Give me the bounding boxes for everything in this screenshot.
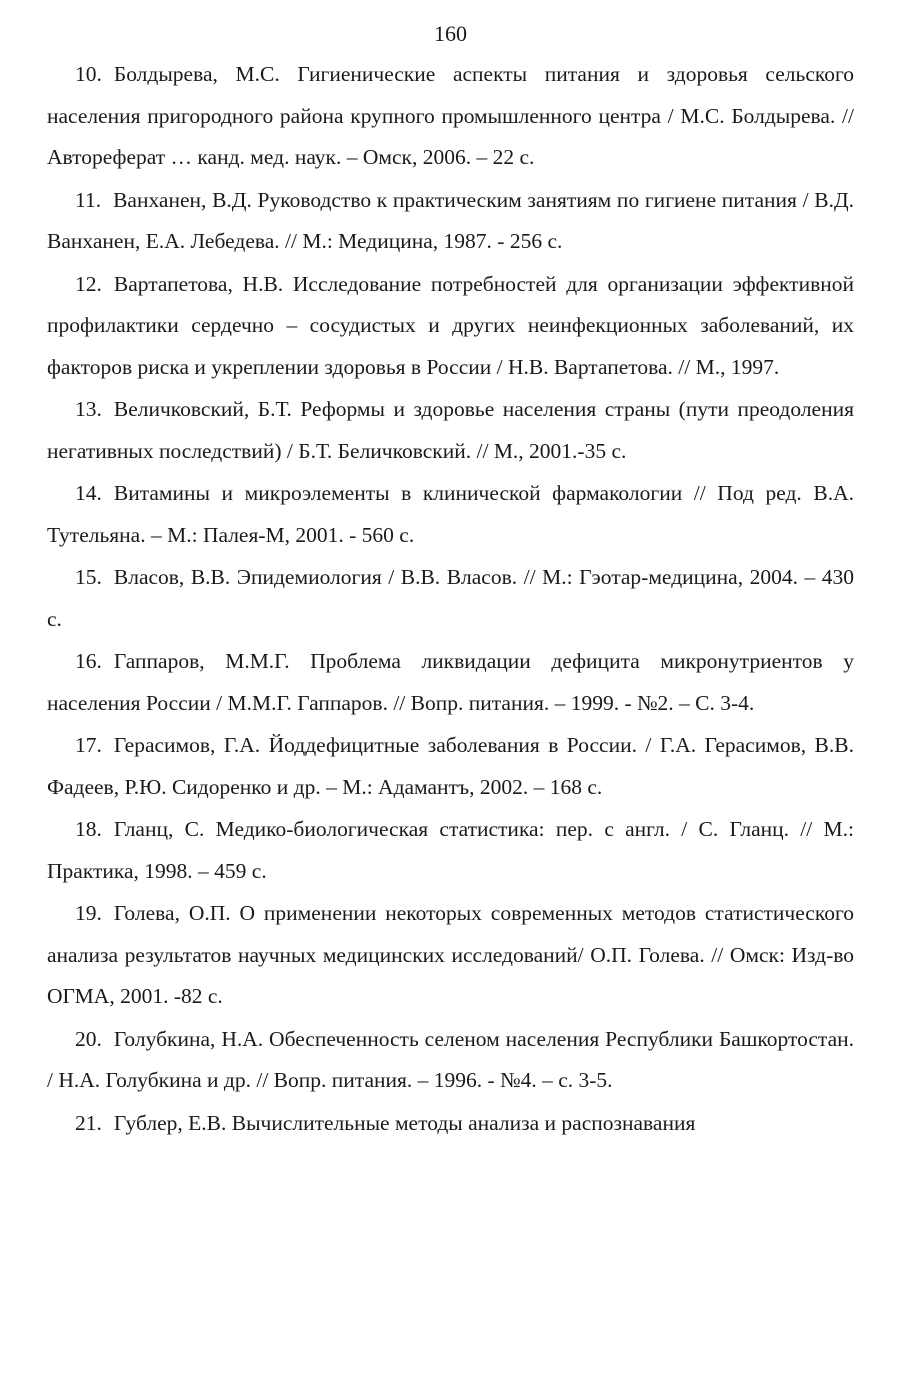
reference-number: 17. [75, 733, 102, 757]
reference-item [47, 641, 854, 724]
reference-number: 10. [75, 62, 102, 86]
reference-text: Болдырева, М.С. Гигиенические аспекты питания и здоровья сельского населения пригородного района крупного промышленного центра / М.С. Болдырева. // Автореферат … канд. мед. наук. – Омск, 2006. – 22 с. [47, 62, 854, 169]
reference-number: 12. [75, 271, 102, 296]
reference-text: Голубкина, Н.А. Обеспеченность селеном населения Республики Башкортостан. / Н.А. Голубкина и др. // Вопр. питания. – 1996. - №4. – с. 3-5. [47, 1026, 854, 1092]
reference-item [47, 54, 854, 179]
reference-text: Голева, О.П. О применении некоторых современных методов статистического анализа результатов научных медицинских исследований/ О.П. Голева. // Омск: Изд-во ОГМА, 2001. -82 с. [47, 901, 854, 1008]
reference-item [47, 893, 854, 1018]
reference-item [47, 180, 854, 263]
page-number: 160 [434, 21, 467, 46]
reference-text: Гублер, Е.В. Вычислительные методы анализа и распознавания [113, 1110, 696, 1135]
reference-text: Власов, В.В. Эпидемиология / В.В. Власов. // М.: Гэотар-медицина, 2004. – 430 с. [47, 565, 854, 631]
reference-item [47, 809, 854, 892]
reference-text: Витамины и микроэлементы в клинической фармакологии // Под ред. В.А. Тутельяна. – М.: Палея-М, 2001. - 560 с. [47, 481, 854, 547]
reference-item [47, 1103, 854, 1145]
reference-text: Ванханен, В.Д. Руководство к практическим занятиям по гигиене питания / В.Д. Ванханен, Е.А. Лебедева. // М.: Медицина, 1987. - 256 с. [47, 187, 854, 253]
reference-number: 15. [75, 565, 102, 589]
reference-list [47, 54, 854, 1145]
reference-text: Гланц, С. Медико-биологическая статистика: пер. с англ. / С. Гланц. // М.: Практика, 1998. – 459 с. [47, 817, 854, 883]
reference-item [47, 725, 854, 808]
reference-item [47, 1019, 854, 1102]
reference-number: 21. [75, 1110, 102, 1135]
reference-text: Гаппаров, М.М.Г. Проблема ликвидации дефицита микронутриентов у населения России / М.М.Г. Гаппаров. // Вопр. питания. – 1999. - №2. – С. 3-4. [47, 649, 854, 715]
reference-item [47, 473, 854, 556]
reference-number: 13. [75, 397, 102, 421]
reference-text: Вартапетова, Н.В. Исследование потребностей для организации эффективной профилактики сердечно – сосудистых и других неинфекционных заболеваний, их факторов риска и укреплении здоровья в России / Н.В. Вартапетова. // М., 1997. [47, 271, 854, 379]
reference-item [47, 557, 854, 640]
reference-number: 20. [75, 1026, 102, 1051]
reference-number: 18. [75, 817, 102, 841]
reference-text: Величковский, Б.Т. Реформы и здоровье населения страны (пути преодоления негативных последствий) / Б.Т. Беличковский. // М., 2001.-35 с. [47, 397, 854, 463]
reference-item [47, 264, 854, 389]
reference-number: 16. [75, 649, 102, 673]
reference-number: 19. [75, 901, 102, 925]
reference-number: 14. [75, 481, 102, 505]
reference-text: Герасимов, Г.А. Йоддефицитные заболевания в России. / Г.А. Герасимов, В.В. Фадеев, Р.Ю. Сидоренко и др. – М.: Адамантъ, 2002. – 168 с. [47, 733, 854, 799]
reference-item [47, 389, 854, 472]
reference-number: 11. [75, 187, 102, 212]
